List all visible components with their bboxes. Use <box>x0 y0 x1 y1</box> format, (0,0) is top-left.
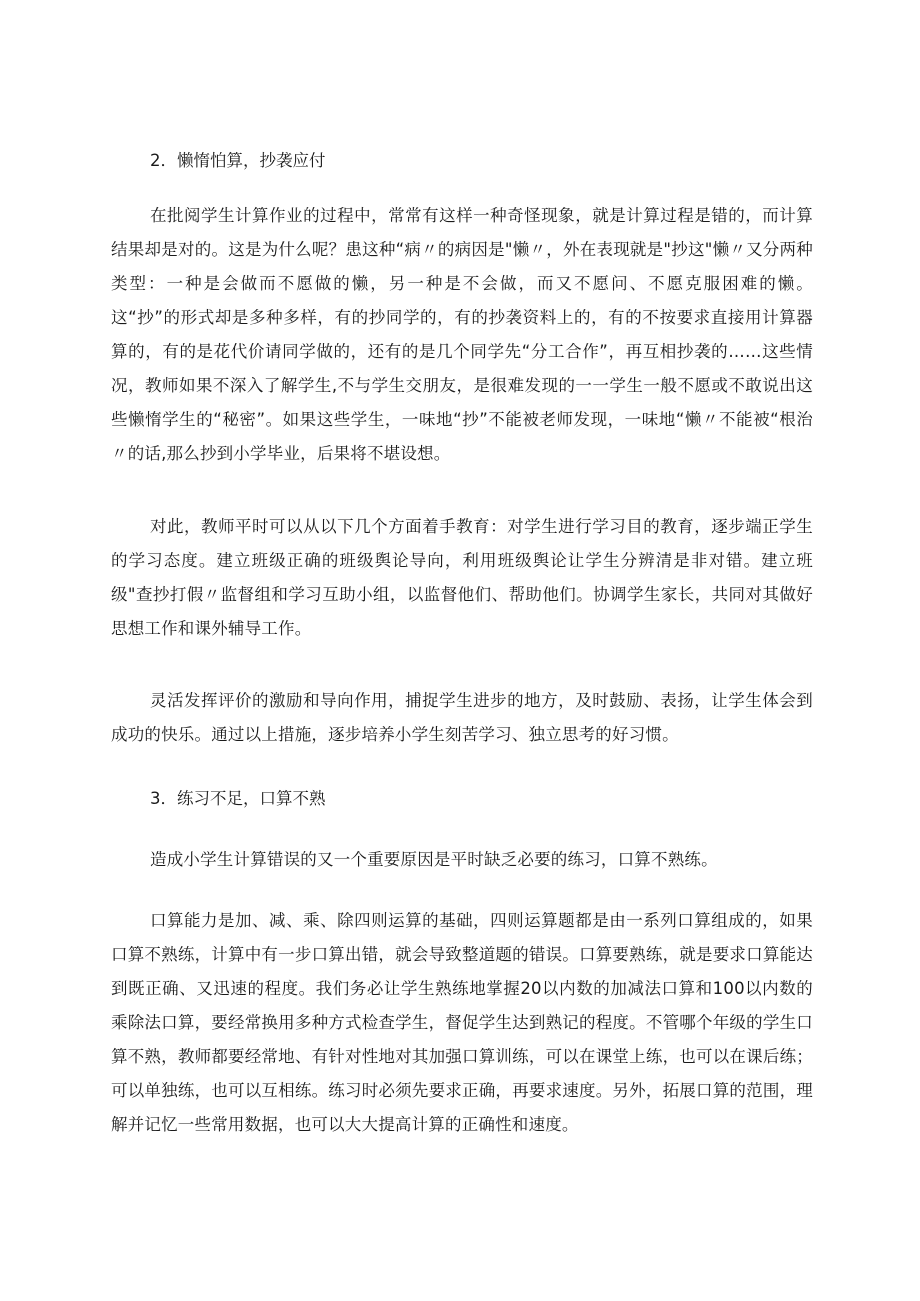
paragraph-copying-phenomenon: 在批阅学生计算作业的过程中，常常有这样一种奇怪现象，就是计算过程是错的，而计算结果却是对的。这是为什么呢？患这种“病〃的病因是"懒〃，外在表现就是"抄这"懒〃又分两种类型：一种是会做而不愿做的懒，另一种是不会做，而又不愿问、不愿克服困难的懒。这“抄”的形式却是多种多样，有的抄同学的，有的抄袭资料上的，有的不按要求直接用计算器算的，有的是花代价请同学做的，还有的是几个同学先“分工合作”，再互相抄袭的……这些情况，教师如果不深入了解学生,不与学生交朋友，是很难发现的一一学生一般不愿或不敢说出这些懒惰学生的“秘密”。如果这些学生，一味地“抄”不能被老师发现，一味地“懒〃不能被“根治〃的话,那么抄到小学毕业，后果将不堪设想。 <box>111 206 813 463</box>
section-heading-2: 2．懒惰怕算，抄袭应付 <box>150 151 326 170</box>
section-heading-3: 3．练习不足，口算不熟 <box>150 789 326 808</box>
paragraph-teacher-measures: 对此，教师平时可以从以下几个方面着手教育：对学生进行学习目的教育，逐步端正学生的学习态度。建立班级正确的班级舆论导向，利用班级舆论让学生分辨清是非对错。建立班级"查抄打假〃监督组和学习互助小组，以监督他们、帮助他们。协调学生家长，共同对其做好思想工作和课外辅导工作。 <box>111 517 813 638</box>
paragraph-evaluation: 灵活发挥评价的激励和导向作用，捕捉学生进步的地方，及时鼓励、表扬，让学生体会到成功的快乐。通过以上措施，逐步培养小学生刻苦学习、独立思考的好习惯。 <box>111 691 813 744</box>
paragraph-practice-cause: 造成小学生计算错误的又一个重要原因是平时缺乏必要的练习，口算不熟练。 <box>150 850 718 869</box>
paragraph-mental-arithmetic: 口算能力是加、减、乘、除四则运算的基础，四则运算题都是由一系列口算组成的，如果口算不熟练，计算中有一步口算出错，就会导致整道题的错误。口算要熟练，就是要求口算能达到既正确、又迅速的程度。我们务必让学生熟练地掌握20以内数的加减法口算和100以内数的乘除法口算，要经常换用多种方式检查学生，督促学生达到熟记的程度。不管哪个年级的学生口算不熟，教师都要经常地、有针对性地对其加强口算训练，可以在课堂上练，也可以在课后练；可以单独练，也可以互相练。练习时必须先要求正确，再要求速度。另外，拓展口算的范围，理解并记忆一些常用数据，也可以大大提高计算的正确性和速度。 <box>111 911 813 1134</box>
